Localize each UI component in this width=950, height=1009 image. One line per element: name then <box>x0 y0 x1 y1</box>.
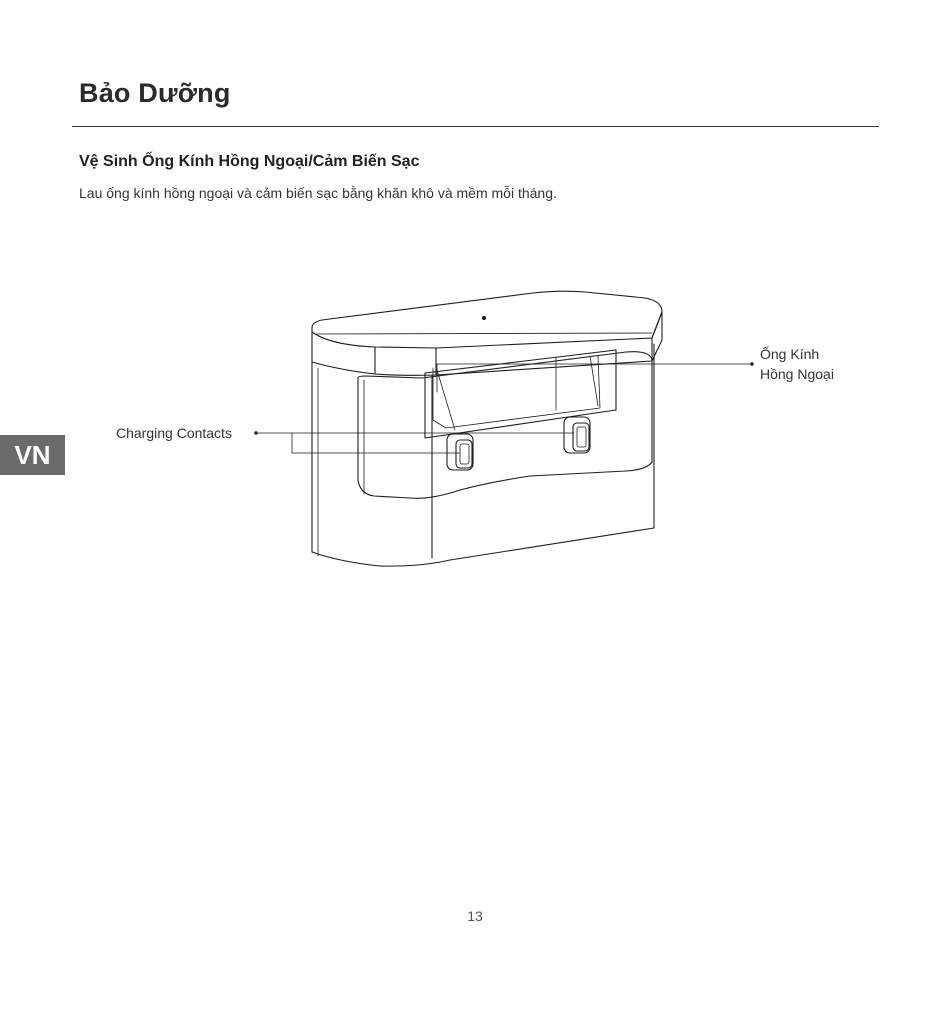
dock-top-dot <box>483 317 486 320</box>
dock-lid-top <box>312 291 662 348</box>
page-number: 13 <box>467 908 483 924</box>
charging-contacts-label: Charging Contacts <box>116 425 232 441</box>
dock-lid-edge <box>316 333 652 334</box>
charging-contacts-leader <box>255 432 574 453</box>
ir-lens-label-line1: Ống Kính <box>760 346 820 362</box>
language-tab: VN <box>0 435 65 475</box>
charging-contact-left <box>447 434 473 470</box>
charging-contact-right <box>564 417 590 453</box>
body-text: Lau ống kính hồng ngoại và cảm biến sạc bằng khăn khô và mềm mỗi tháng. <box>79 185 557 201</box>
page-title: Bảo Dưỡng <box>79 78 231 108</box>
dock-recess-outline <box>358 352 652 499</box>
ir-lens-label <box>760 344 834 384</box>
dock-body-outline <box>312 344 654 566</box>
section-heading: Vệ Sinh Ống Kính Hồng Ngoại/Cảm Biến Sạc <box>79 153 420 170</box>
ir-lens-label-line2: Hồng Ngoại <box>760 366 834 382</box>
